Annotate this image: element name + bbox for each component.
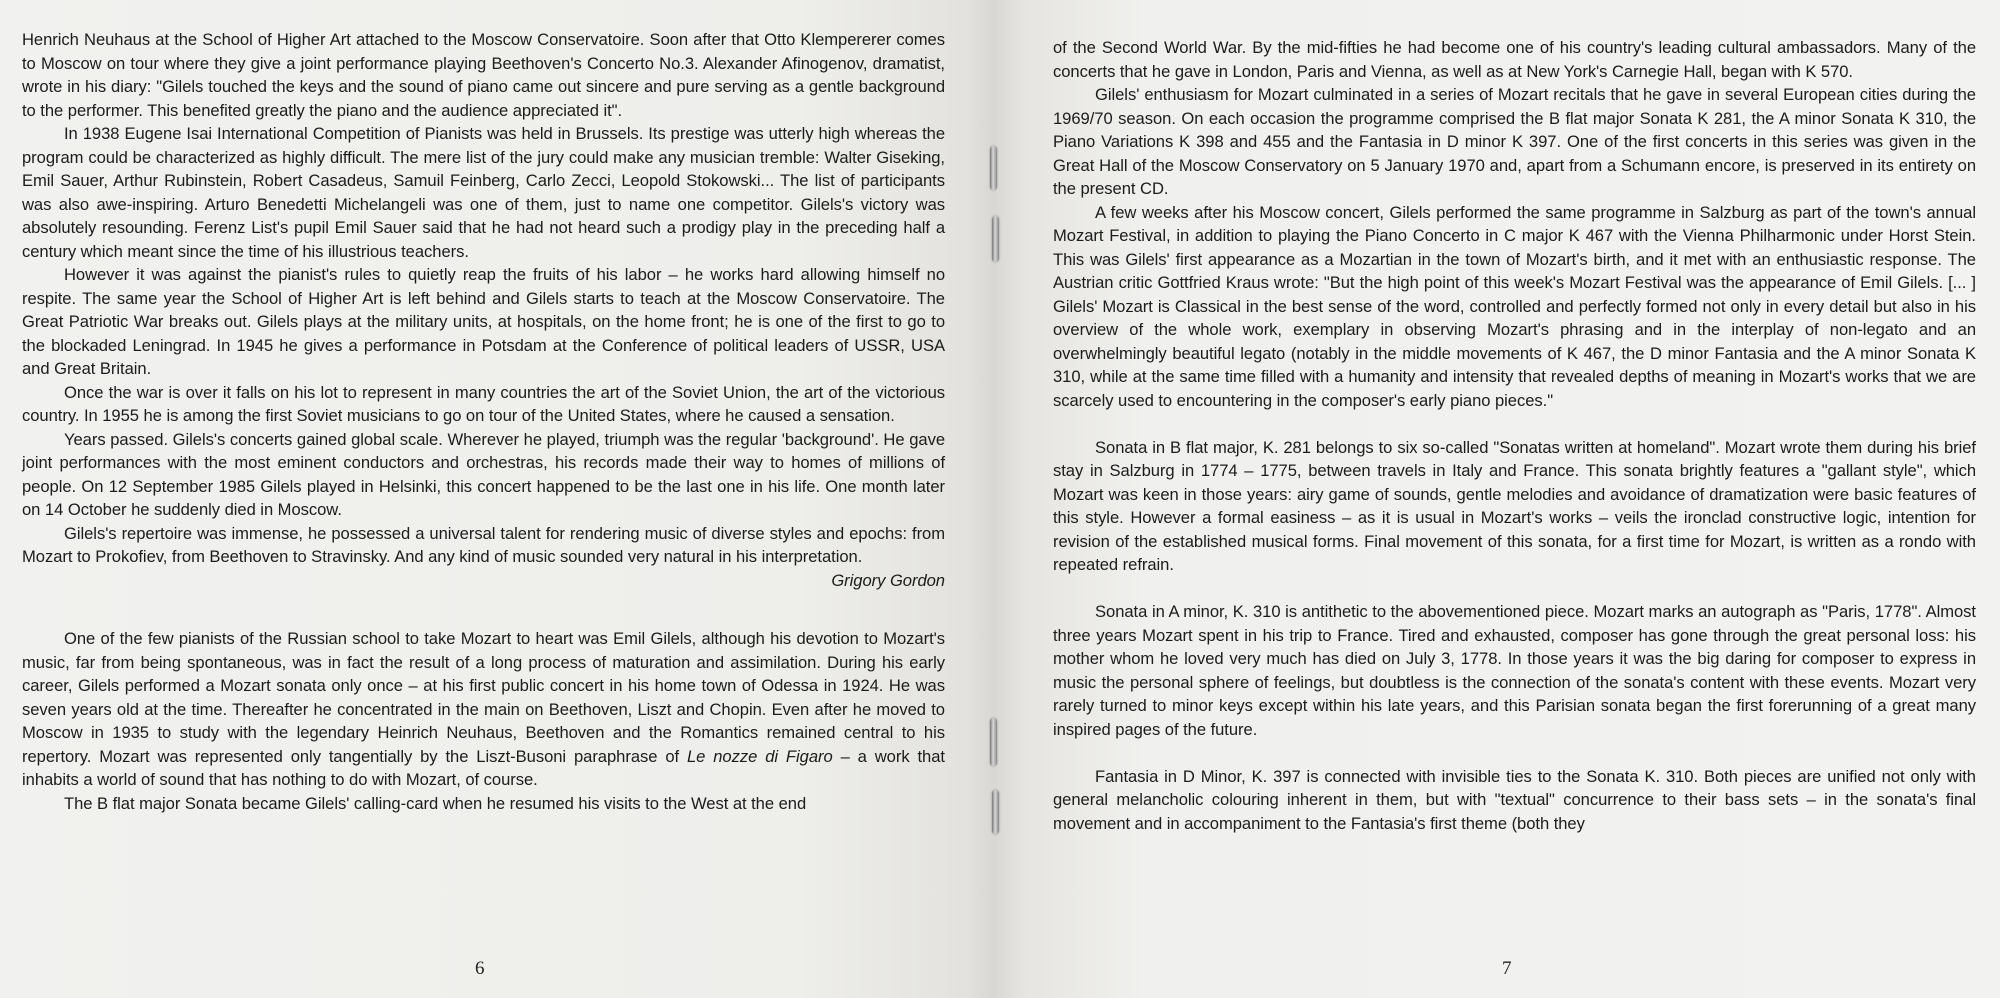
paragraph: of the Second World War. By the mid-fifties he had become one of his country's leading cultural ambassadors. Many of the concerts that he gave in London, Paris and Vienna, as well as at New York's Carnegie Hall, began with K 570. bbox=[1053, 38, 1976, 81]
paragraph: In 1938 Eugene Isai International Competition of Pianists was held in Brussels. Its prestige was utterly high whereas the program could be characterized as highly difficult. The mere list of the jury could make any musician tremble: Walter Giseking, Emil Sauer, Arthur Rubinstein, Robert Casadeus, Samuil Feinberg, Carlo Zecci, Leopold Stokowski... The list of participants was also awe-inspiring. Arturo Benedetti Michelangeli was one of them, just to name one competitor. Gilels's victory was absolutely resounding. Ferenz List's pupil Emil Sauer said that he had not heard such a prodigy play in the preceding half a century which meant since the time of his illustrious teachers. bbox=[22, 124, 945, 261]
page-number: 6 bbox=[475, 958, 485, 979]
paragraph-text: One of the few pianists of the Russian school to take Mozart to heart was Emil Gilels, although his devotion to Mozart's music, far from being spontaneous, was in fact the result of a long process of maturation and assimilation. During his early career, Gilels performed a Mozart sonata only once – at his first public concert in his home town of Odessa in 1924. He was seven years old at the time. Thereafter he concentrated in the main on Beethoven, Liszt and Chopin. Even after he moved to Moscow in 1935 to study with the legendary Heinrich Neuhaus, Beethoven and the Romantics remained central to his repertory. Mozart was represented only tangentially by the Liszt-Busoni paraphrase of bbox=[22, 629, 945, 766]
page-number: 7 bbox=[1502, 958, 1512, 979]
paragraph: Once the war is over it falls on his lot to represent in many countries the art of the Soviet Union, the art of the victorious country. In 1955 he is among the first Soviet musicians to go on tour of the United States, where he caused a sensation. bbox=[22, 382, 945, 425]
paragraph bbox=[22, 627, 945, 792]
staple-bottom-upper bbox=[990, 718, 997, 766]
paragraph: Fantasia in D Minor, K. 397 is connected with invisible ties to the Sonata K. 310. Both pieces are unified not only with general melancholic colouring inherent in them, but with "textual" concurrence to their bass sets – in the sonata's final movement and in accompaniment to the Fantasia's first theme (both they bbox=[1053, 766, 1976, 833]
paragraph: However it was against the pianist's rules to quietly reap the fruits of his labor – he works hard allowing himself no respite. The same year the School of Higher Art is left behind and Gilels starts to teach at the Moscow Conservatoire. The Great Patriotic War breaks out. Gilels plays at the military units, at hospitals, on the home front; he is one of the first to go to the blockaded Leningrad. In 1945 he gives a performance in Potsdam at the Conference of political leaders of USSR, USA and Great Britain. bbox=[22, 265, 945, 378]
author-signature: Grigory Gordon bbox=[831, 570, 945, 590]
paragraph-text: – a work that inhabits a world of sound that has nothing to do with Mozart, of course. bbox=[22, 746, 945, 789]
staple-top-lower bbox=[992, 216, 999, 262]
staple-bottom-lower bbox=[992, 790, 999, 834]
staple-top-upper bbox=[990, 146, 997, 190]
paragraph: Sonata in A minor, K. 310 is antithetic to the abovementioned piece. Mozart marks an autograph as "Paris, 1778". Almost three years Mozart spent in his trip to France. Tired and exhausted, composer has gone through the great personal loss: his mother whom he loved very much has died on July 3, 1778. In those years it was the big daring for composer to express in music the personal sphere of feelings, but doubtless is the connection of the sonata's content with these events. Mozart very rarely turned to minor keys except within his late years, and this Parisian sonata began the first forerunning of a great many inspired pages of the future. bbox=[1053, 602, 1976, 739]
paragraph: Sonata in B flat major, K. 281 belongs to six so-called "Sonatas written at homeland". Mozart wrote them during his brief stay in Salzburg in 1774 – 1775, between travels in Italy and France. This sonata brightly features a "gallant style", which Mozart was keen in those years: airy game of sounds, gentle melodies and avoidance of dramatization were basic features of this style. However a formal easiness – as it is usual in Mozart's works – veils the ironclad constructive logic, intention for revision of the established musical forms. Final movement of this sonata, for a first time for Mozart, is written as a rondo with repeated refrain. bbox=[1053, 437, 1976, 574]
paragraph: The B flat major Sonata became Gilels' calling-card when he resumed his visits to the West at the end bbox=[64, 793, 807, 813]
paragraph: A few weeks after his Moscow concert, Gilels performed the same programme in Salzburg as part of the town's annual Mozart Festival, in addition to playing the Piano Concerto in C major K 467 with the Vienna Philharmonic under Horst Stein. This was Gilels' first appearance as a Mozartian in the town of Mozart's birth, and it met with an enthusiastic response. The Austrian critic Gottfried Kraus wrote: "But the high point of this week's Mozart Festival was the appearance of Emil Gilels. [... ] Gilels' Mozart is Classical in the best sense of the word, controlled and perfectly formed not only in every detail but also in his overview of the whole work, exemplary in observing Mozart's phrasing and in the interplay of non-legato and an overwhelmingly beautiful legato (notably in the middle movements of K 467, the D minor Fantasia and the A minor Sonata K 310, while at the same time filled with a humanity and intensity that revealed depths of meaning in Mozart's works that we are scarcely used to encountering in the composer's early piano pieces." bbox=[1053, 202, 1976, 410]
right-page bbox=[995, 0, 2000, 998]
paragraph: Gilels's repertoire was immense, he possessed a universal talent for rendering music of diverse styles and epochs: from Mozart to Prokofiev, from Beethoven to Stravinsky. And any kind of music sounded very natural in his interpretation. bbox=[22, 523, 945, 566]
opera-title: Le nozze di Figaro bbox=[686, 746, 833, 766]
left-page bbox=[0, 0, 995, 998]
paragraph: Years passed. Gilels's concerts gained global scale. Wherever he played, triumph was the regular 'background'. He gave joint performances with the most eminent conductors and orchestras, his records made their way to homes of millions of people. On 12 September 1985 Gilels played in Helsinki, this concert happened to be the last one in his life. One month later on 14 October he suddenly died in Moscow. bbox=[22, 429, 945, 519]
left-page-text bbox=[22, 28, 945, 815]
right-page-text bbox=[1053, 36, 1976, 835]
paragraph: Gilels' enthusiasm for Mozart culminated in a series of Mozart recitals that he gave in several European cities during the 1969/70 season. On each occasion the programme comprised the B flat major Sonata K 281, the A minor Sonata K 310, the Piano Variations K 398 and 455 and the Fantasia in D minor K 397. One of the first concerts in this series was given in the Great Hall of the Moscow Conservatory on 5 January 1970 and, apart from a Schumann encore, is preserved in its entirety on the present CD. bbox=[1053, 85, 1976, 198]
paragraph: Henrich Neuhaus at the School of Higher Art attached to the Moscow Conservatoire. Soon after that Otto Klempererer comes to Moscow on tour where they give a joint performance playing Beethoven's Concerto No.3. Alexander Afinogenov, dramatist, wrote in his diary: "Gilels touched the keys and the sound of piano came out sincere and pure serving as a gentle background to the performer. This benefited greatly the piano and the audience appreciated it". bbox=[22, 30, 945, 120]
